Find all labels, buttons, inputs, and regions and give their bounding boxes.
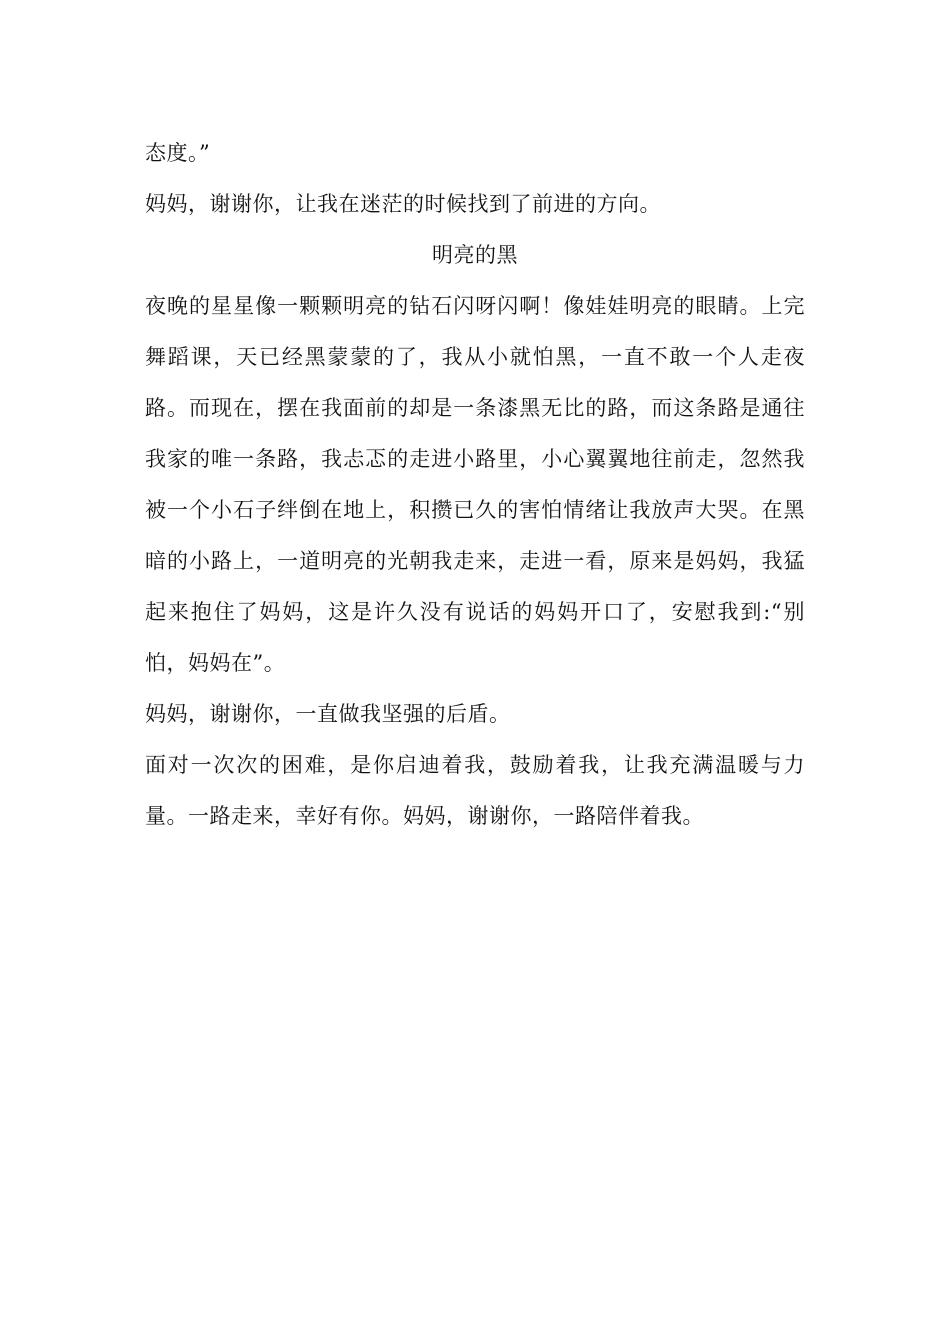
paragraph-thanks-direction: 妈妈，谢谢你，让我在迷茫的时候找到了前进的方向。 (145, 192, 661, 216)
paragraph-thanks-support: 妈妈，谢谢你，一直做我坚强的后盾。 (145, 702, 511, 726)
paragraph-conclusion: 面对一次次的困难，是你启迪着我，鼓励着我，让我充满温暖与力量。一路走来，幸好有你。妈妈，谢谢你，一路陪伴着我。 (145, 753, 805, 828)
paragraph-ending-quote: 态度。” (145, 141, 211, 165)
document-body (145, 128, 805, 842)
paragraph-night-story: 夜晚的星星像一颗颗明亮的钻石闪呀闪啊！像娃娃明亮的眼睛。上完舞蹈课，天已经黑蒙蒙的了，我从小就怕黑，一直不敢一个人走夜路。而现在，摆在我面前的却是一条漆黑无比的路，而这条路是通往我家的唯一条路，我忐忑的走进小路里，小心翼翼地往前走，忽然我被一个小石子绊倒在地上，积攒已久的害怕情绪让我放声大哭。在黑暗的小路上，一道明亮的光朝我走来，走进一看，原来是妈妈，我猛起来抱住了妈妈，这是许久没有说话的妈妈开口了，安慰我到:“别怕，妈妈在”。 (145, 294, 805, 675)
section-title: 明亮的黑 (432, 243, 518, 267)
